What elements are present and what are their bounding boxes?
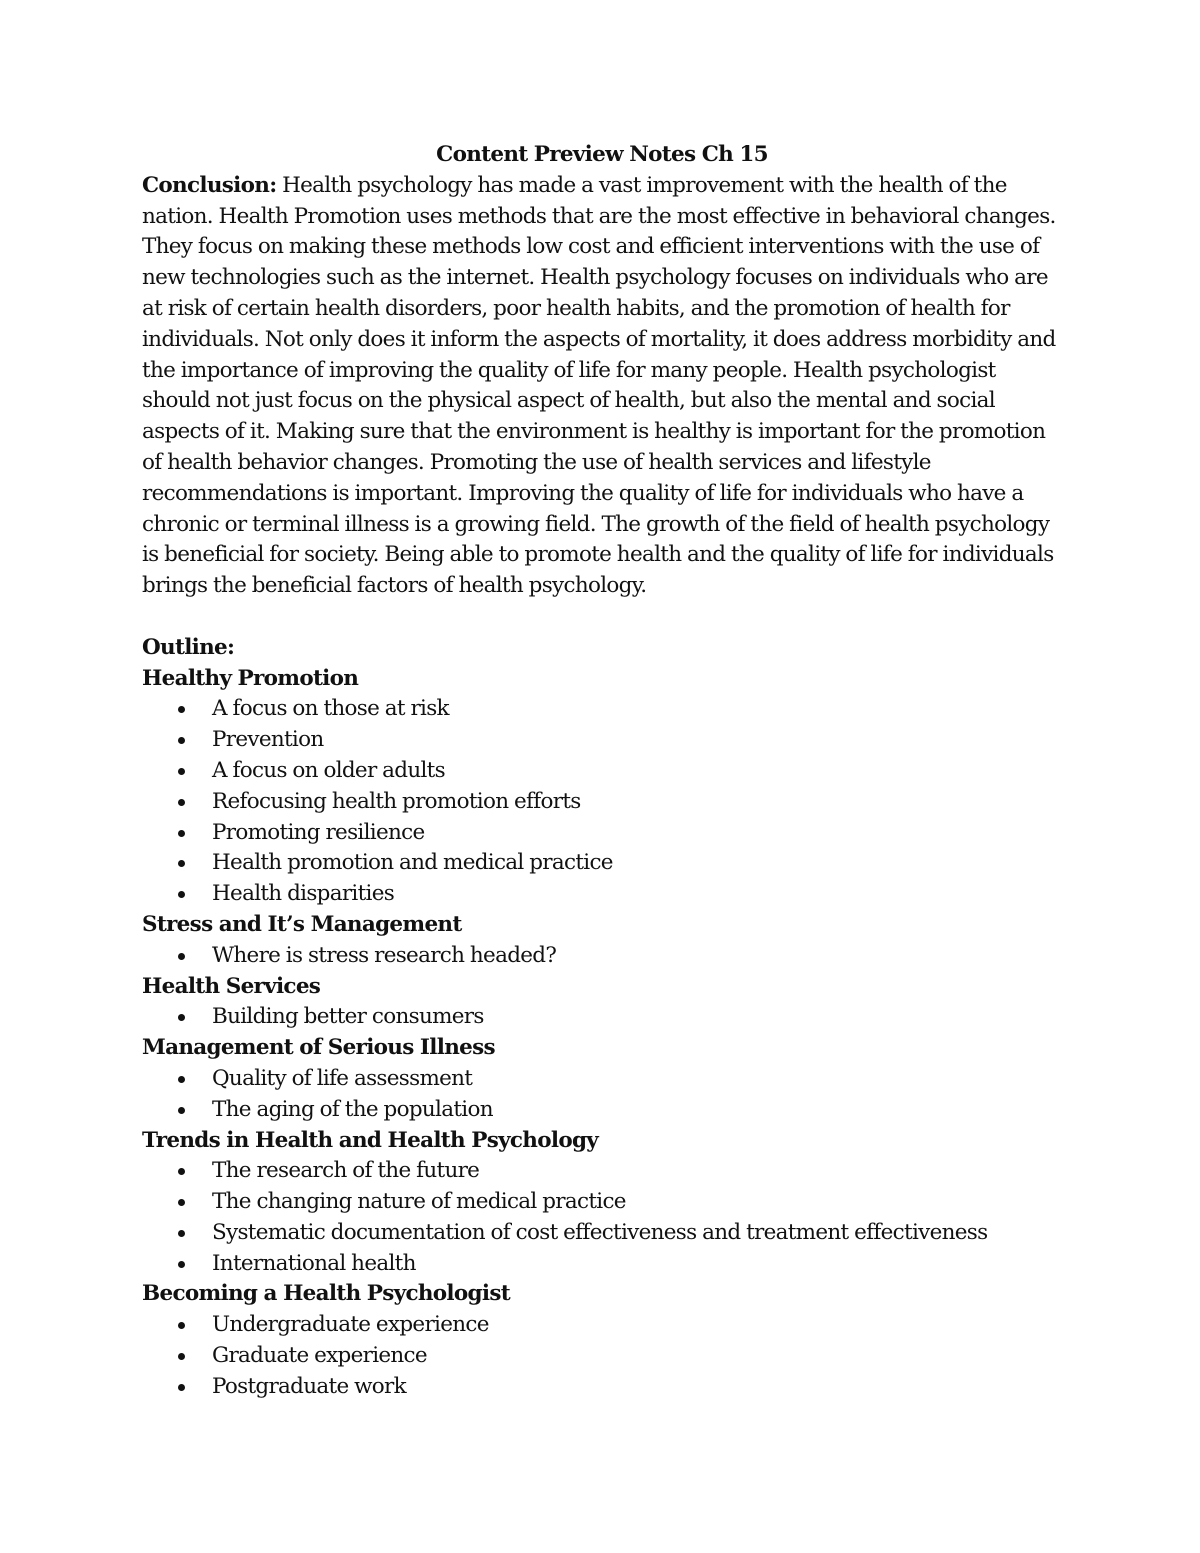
bullet-icon bbox=[178, 891, 185, 898]
bullet-icon bbox=[178, 1384, 185, 1391]
bullet-icon bbox=[178, 1230, 185, 1237]
list-item bbox=[142, 1218, 1062, 1249]
list-item-text: Where is stress research headed? bbox=[212, 942, 557, 968]
list-item bbox=[142, 1341, 1062, 1372]
section-heading: Health Services bbox=[142, 973, 321, 999]
section-heading: Stress and It’s Management bbox=[142, 911, 462, 937]
outline-sections bbox=[142, 664, 1062, 1403]
list-item bbox=[142, 694, 1062, 725]
section-heading: Management of Serious Illness bbox=[142, 1035, 495, 1061]
bullet-icon bbox=[178, 1168, 185, 1175]
list-item-text: Undergraduate experience bbox=[212, 1312, 489, 1338]
list-item bbox=[142, 941, 1062, 972]
section-heading: Healthy Promotion bbox=[142, 665, 359, 691]
bullet-icon bbox=[178, 737, 185, 744]
list-item-text: The changing nature of medical practice bbox=[212, 1189, 626, 1215]
bullet-icon bbox=[178, 1076, 185, 1083]
list-item-text: International health bbox=[212, 1250, 416, 1276]
bullet-icon bbox=[178, 799, 185, 806]
bullet-list bbox=[142, 694, 1062, 910]
conclusion-paragraph bbox=[142, 171, 1062, 602]
bullet-list bbox=[142, 941, 1062, 972]
bullet-icon bbox=[178, 1353, 185, 1360]
list-item-text: Promoting resilience bbox=[212, 819, 425, 845]
list-item-text: Health disparities bbox=[212, 881, 395, 907]
list-item bbox=[142, 1156, 1062, 1187]
list-item bbox=[142, 1310, 1062, 1341]
bullet-list bbox=[142, 1002, 1062, 1033]
list-item-text: Postgraduate work bbox=[212, 1373, 406, 1399]
bullet-list bbox=[142, 1064, 1062, 1126]
list-item-text: A focus on older adults bbox=[212, 757, 445, 783]
list-item bbox=[142, 756, 1062, 787]
list-item-text: Building better consumers bbox=[212, 1004, 484, 1030]
bullet-icon bbox=[178, 1322, 185, 1329]
bullet-icon bbox=[178, 830, 185, 837]
list-item-text: Health promotion and medical practice bbox=[212, 850, 613, 876]
list-item bbox=[142, 1187, 1062, 1218]
bullet-icon bbox=[178, 706, 185, 713]
bullet-icon bbox=[178, 1107, 185, 1114]
list-item bbox=[142, 1372, 1062, 1403]
list-item-text: The research of the future bbox=[212, 1158, 480, 1184]
list-item bbox=[142, 1095, 1062, 1126]
section-heading: Trends in Health and Health Psychology bbox=[142, 1127, 599, 1153]
list-item bbox=[142, 1002, 1062, 1033]
bullet-list bbox=[142, 1156, 1062, 1279]
document-title: Content Preview Notes Ch 15 bbox=[436, 142, 768, 167]
bullet-icon bbox=[178, 953, 185, 960]
bullet-icon bbox=[178, 1261, 185, 1268]
list-item-text: Systematic documentation of cost effectiveness and treatment effectiveness bbox=[212, 1219, 988, 1245]
list-item bbox=[142, 848, 1062, 879]
list-item-text: Prevention bbox=[212, 727, 324, 753]
bullet-icon bbox=[178, 1014, 185, 1021]
bullet-icon bbox=[178, 768, 185, 775]
list-item-text: The aging of the population bbox=[212, 1096, 493, 1122]
list-item bbox=[142, 818, 1062, 849]
conclusion-text: Health psychology has made a vast improvement with the health of the nation. Health Promotion uses methods that are the most effective in behavioral changes. They focus on making these methods low cost and efficient interventions with the use of new technologies such as the internet. Health psychology focuses on individuals who are at risk of certain health disorders, poor health habits, and the promotion of health for individuals. Not only does it inform the aspects of mortality, it does address morbidity and the importance of improving the quality of life for many people. Health psychologist should not just focus on the physical aspect of health, but also the mental and social aspects of it. Making sure that the environment is healthy is important for the promotion of health behavior changes. Promoting the use of health services and lifestyle recommendations is important. Improving the quality of life for individuals who have a chronic or terminal illness is a growing field. The growth of the field of health psychology is beneficial for society. Being able to promote health and the quality of life for individuals brings the beneficial factors of health psychology. bbox=[142, 172, 1056, 599]
bullet-icon bbox=[178, 860, 185, 867]
section-heading: Becoming a Health Psychologist bbox=[142, 1281, 510, 1307]
outline-label: Outline: bbox=[142, 634, 235, 660]
list-item bbox=[142, 1249, 1062, 1280]
list-item-text: Quality of life assessment bbox=[212, 1065, 473, 1091]
list-item-text: Graduate experience bbox=[212, 1343, 427, 1369]
list-item bbox=[142, 787, 1062, 818]
list-item bbox=[142, 1064, 1062, 1095]
list-item bbox=[142, 725, 1062, 756]
list-item bbox=[142, 879, 1062, 910]
bullet-list bbox=[142, 1310, 1062, 1402]
list-item-text: A focus on those at risk bbox=[212, 696, 449, 722]
list-item-text: Refocusing health promotion efforts bbox=[212, 788, 581, 814]
bullet-icon bbox=[178, 1199, 185, 1206]
conclusion-label: Conclusion: bbox=[142, 172, 277, 198]
document-page bbox=[142, 140, 1062, 1403]
